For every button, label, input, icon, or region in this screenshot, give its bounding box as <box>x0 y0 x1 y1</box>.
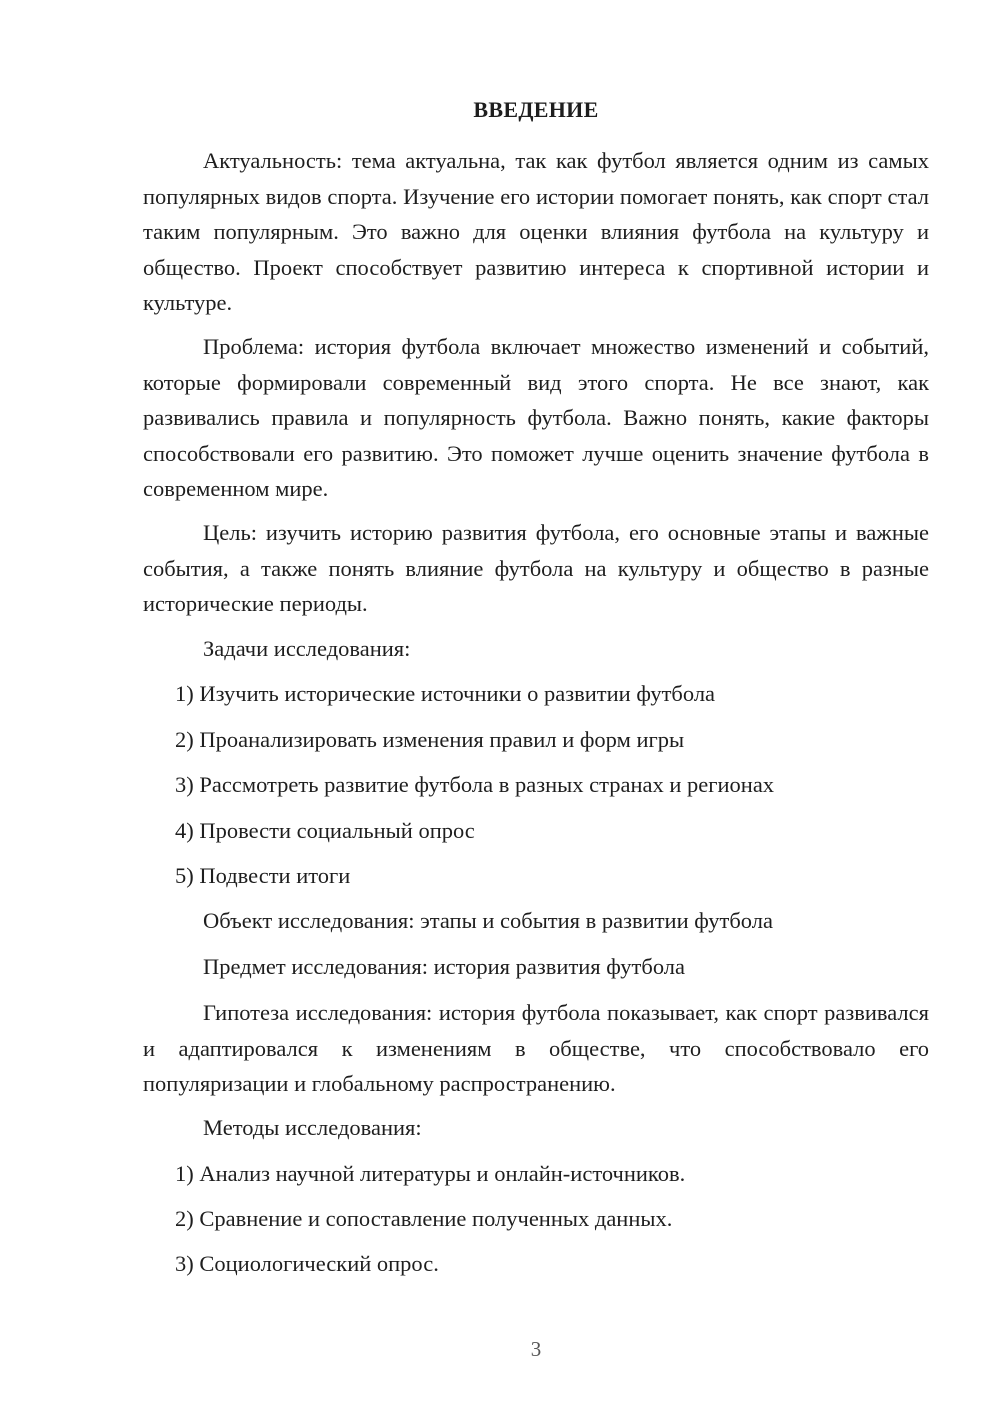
task-item-3: 3) Рассмотреть развитие футбола в разных странах и регионах <box>175 772 775 797</box>
section-heading: ВВЕДЕНИЕ <box>473 97 599 122</box>
goal-paragraph: Цель: изучить историю развития футбола, его основные этапы и важные события, а также понять влияние футбола на культуру и общество в разные исторические периоды. <box>143 520 929 616</box>
page-number: 3 <box>530 1337 542 1361</box>
relevance-paragraph: Актуальность: тема актуальна, так как футбол является одним из самых популярных видов спорта. Изучение его истории помогает понять, как спорт стал таким популярным. Это важно для оценки влияния футбола на культуру и общество. Проект способствует развитию интереса к спортивной истории и культуре. <box>143 148 929 315</box>
task-item-5: 5) Подвести итоги <box>175 863 351 888</box>
method-item-3: 3) Социологический опрос. <box>175 1251 439 1276</box>
problem-paragraph: Проблема: история футбола включает множество изменений и событий, которые формировали современный вид этого спорта. Не все знают, как развивались правила и популярность футбола. Важно понять, какие факторы способствовали его развитию. Это поможет лучше оценить значение футбола в современном мире. <box>143 334 929 501</box>
method-item-1: 1) Анализ научной литературы и онлайн-источников. <box>175 1161 686 1186</box>
research-subject: Предмет исследования: история развития футбола <box>203 954 686 979</box>
hypothesis-paragraph: Гипотеза исследования: история футбола показывает, как спорт развивался и адаптировался к изменениям в обществе, что способствовало его популяризации и глобальному распространению. <box>143 1000 929 1096</box>
tasks-heading: Задачи исследования: <box>203 636 411 661</box>
task-item-1: 1) Изучить исторические источники о развитии футбола <box>175 681 716 706</box>
methods-heading: Методы исследования: <box>203 1115 422 1140</box>
task-item-4: 4) Провести социальный опрос <box>175 818 475 843</box>
research-object: Объект исследования: этапы и события в развитии футбола <box>203 908 773 933</box>
method-item-2: 2) Сравнение и сопоставление полученных данных. <box>175 1206 673 1231</box>
task-item-2: 2) Проанализировать изменения правил и форм игры <box>175 727 685 752</box>
